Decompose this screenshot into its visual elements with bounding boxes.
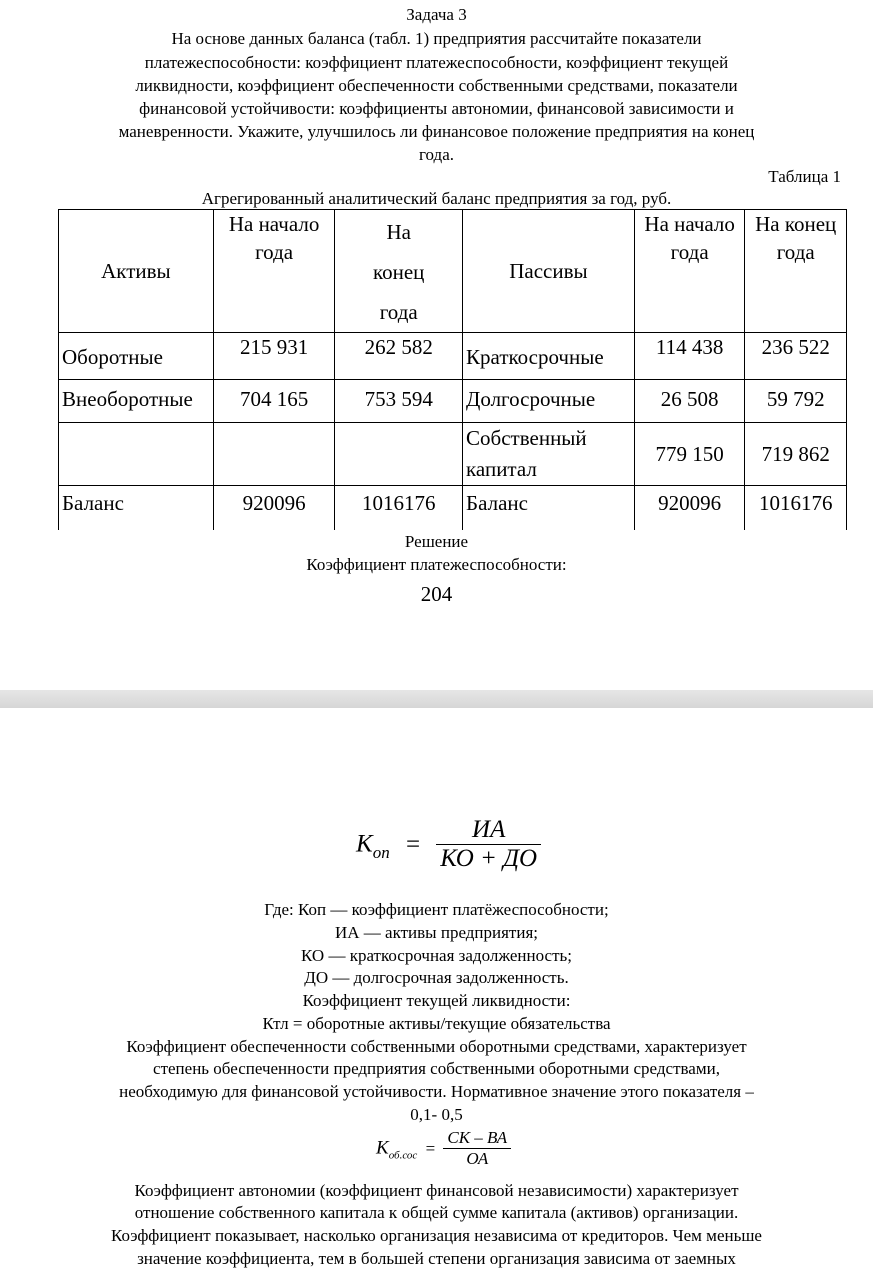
legend-line-3: КО — краткосрочная задолженность; bbox=[301, 946, 572, 965]
task-line-6: года. bbox=[418, 145, 454, 164]
solution-subtitle: Коэффициент платежеспособности: bbox=[306, 555, 567, 574]
table-header-row bbox=[59, 210, 847, 333]
legend-line-4: ДО — долгосрочная задолженность. bbox=[304, 968, 569, 987]
formula-kobsos-numerator: СК – ВА bbox=[443, 1128, 511, 1149]
table-caption: Агрегированный аналитический баланс предприятия за год, руб. bbox=[201, 189, 672, 208]
header-assets: Активы bbox=[59, 210, 214, 333]
cell-liab-end: 1016176 bbox=[745, 486, 847, 530]
cell-asset-name: Оборотные bbox=[59, 333, 214, 380]
table-row bbox=[59, 486, 847, 530]
legend-line-1: Где: Коп — коэффициент платёжеспособности; bbox=[264, 900, 609, 919]
table-row bbox=[59, 380, 847, 423]
table-label: Таблица 1 bbox=[768, 167, 841, 186]
page-2 bbox=[0, 708, 873, 1267]
cell-liab-start: 26 508 bbox=[634, 380, 745, 423]
legend-line-9: необходимую для финансовой устойчивости. Нормативное значение этого показателя – bbox=[119, 1082, 754, 1101]
tail-line-4: значение коэффициента, тем в большей степени организация зависима от заемных bbox=[137, 1249, 736, 1268]
formula-kop-numerator: ИА bbox=[436, 816, 541, 845]
header-liabilities: Пассивы bbox=[463, 210, 635, 333]
cell-asset-start: 704 165 bbox=[213, 380, 335, 423]
cell-liab-end: 59 792 bbox=[745, 380, 847, 423]
task-line-4: финансовой устойчивости: коэффициенты автономии, финансовой зависимости и bbox=[139, 99, 734, 118]
legend-line-6: Ктл = оборотные активы/текущие обязательства bbox=[262, 1014, 611, 1033]
cell-asset-start: 920096 bbox=[213, 486, 335, 530]
task-line-3: ликвидности, коэффициент обеспеченности собственными средствами, показатели bbox=[135, 76, 738, 95]
formula-kobsos-denominator: ОА bbox=[466, 1149, 489, 1168]
table-row bbox=[59, 333, 847, 380]
cell-liab-start: 920096 bbox=[634, 486, 745, 530]
cell-liab-name: Собственный капитал bbox=[463, 423, 635, 486]
formula-kop-fraction bbox=[436, 816, 541, 873]
task-line-5: маневренности. Укажите, улучшилось ли финансовое положение предприятия на конец bbox=[118, 122, 755, 141]
header-end-liab: На конец года bbox=[745, 210, 847, 333]
formula-kop-lhs: K bbox=[356, 830, 373, 858]
task-line-2: платежеспособности: коэффициент платежеспособности, коэффициент текущей bbox=[144, 53, 729, 72]
cell-asset-start bbox=[213, 423, 335, 486]
header-end-assets-text: На конец года bbox=[372, 220, 425, 324]
formula-kobsos-fraction bbox=[443, 1128, 511, 1169]
cell-liab-end: 719 862 bbox=[745, 423, 847, 486]
cell-asset-name: Баланс bbox=[59, 486, 214, 530]
header-end-assets bbox=[335, 210, 463, 333]
cell-liab-name: Долгосрочные bbox=[463, 380, 635, 423]
cell-liab-start: 114 438 bbox=[634, 333, 745, 380]
legend-line-5: Коэффициент текущей ликвидности: bbox=[302, 991, 571, 1010]
table-row bbox=[59, 423, 847, 486]
task-title: Задача 3 bbox=[406, 5, 467, 24]
cell-asset-start: 215 931 bbox=[213, 333, 335, 380]
formula-kop-sub: оп bbox=[372, 843, 390, 863]
solution-title: Решение bbox=[404, 532, 469, 551]
cell-liab-end: 236 522 bbox=[745, 333, 847, 380]
cell-asset-name bbox=[59, 423, 214, 486]
header-start-assets: На начало года bbox=[213, 210, 335, 333]
formula-kop-eq: = bbox=[405, 830, 421, 858]
formula-kop bbox=[356, 816, 541, 873]
cell-liab-name: Краткосрочные bbox=[463, 333, 635, 380]
cell-asset-end: 1016176 bbox=[335, 486, 463, 530]
formula-kobsos-eq: = bbox=[425, 1138, 436, 1158]
tail-line-3: Коэффициент показывает, насколько организация независима от кредиторов. Чем меньше bbox=[111, 1226, 762, 1245]
legend-line-10: 0,1- 0,5 bbox=[410, 1105, 463, 1124]
formula-kobsos-sub: об.сос bbox=[388, 1149, 418, 1162]
cell-asset-name: Внеоборотные bbox=[59, 380, 214, 423]
balance-table bbox=[58, 209, 847, 530]
task-line-1: На основе данных баланса (табл. 1) предприятия рассчитайте показатели bbox=[171, 29, 702, 48]
legend-line-2: ИА — активы предприятия; bbox=[334, 923, 538, 942]
cell-liab-start: 779 150 bbox=[634, 423, 745, 486]
page-number: 204 bbox=[420, 582, 453, 606]
cell-asset-end: 753 594 bbox=[335, 380, 463, 423]
header-start-liab: На начало года bbox=[634, 210, 745, 333]
formula-kop-denominator: КО + ДО bbox=[440, 845, 538, 872]
page-separator bbox=[0, 690, 873, 708]
cell-liab-name: Баланс bbox=[463, 486, 635, 530]
formula-kobsos-lhs: K bbox=[376, 1137, 389, 1159]
formula-kobsos bbox=[376, 1128, 511, 1169]
legend-line-7: Коэффициент обеспеченности собственными оборотными средствами, характеризует bbox=[126, 1037, 747, 1056]
tail-line-1: Коэффициент автономии (коэффициент финансовой независимости) характеризует bbox=[134, 1181, 739, 1200]
cell-asset-end: 262 582 bbox=[335, 333, 463, 380]
tail-line-2: отношение собственного капитала к общей сумме капитала (активов) организации. bbox=[134, 1203, 739, 1222]
cell-asset-end bbox=[335, 423, 463, 486]
legend-line-8: степень обеспеченности предприятия собственными оборотными средствами, bbox=[153, 1059, 720, 1078]
